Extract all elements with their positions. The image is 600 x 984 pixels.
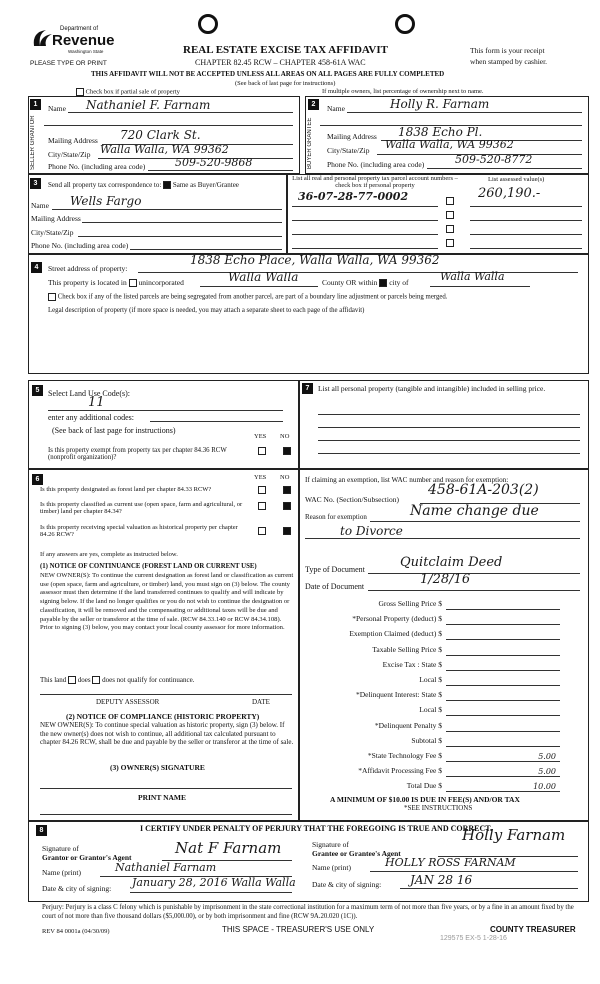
county-treasurer: COUNTY TREASURER: [490, 925, 576, 934]
corr-label: [48, 181, 239, 189]
grantor-signature: Nat F Farnam: [175, 839, 282, 857]
reason-label: Reason for exemption: [305, 513, 367, 521]
punch-hole-left: [198, 14, 218, 34]
exempt-no-header: NO: [280, 433, 290, 440]
fee-label: Subtotal $: [411, 735, 442, 745]
unincorporated-label: unincorporated: [138, 278, 184, 287]
fee-value-field[interactable]: [446, 599, 560, 610]
seller-addr-label: Mailing Address: [48, 136, 98, 145]
owner-signature-label: (3) OWNER(S) SIGNATURE: [110, 763, 205, 772]
fee-value: 10.00: [533, 782, 556, 792]
grantor-name-label: Name (print): [42, 868, 81, 877]
fee-label: *State Technology Fee $: [367, 751, 442, 760]
buyer-city: Walla Walla, WA 99362: [385, 138, 514, 151]
continuance-row: [40, 676, 194, 684]
desig-yes-header: YES: [254, 474, 267, 481]
parcel-header: List all real and personal property tax parcel account numbers – check box if personal property: [292, 175, 458, 189]
fee-row: [310, 736, 560, 748]
fee-row: [310, 645, 560, 657]
treasurer-stamp: 129575 EX-5 1-28-16: [440, 935, 507, 942]
section-7-badge: 7: [302, 383, 313, 394]
fee-value-field[interactable]: [446, 645, 560, 656]
current-use-yes-checkbox[interactable]: [258, 502, 266, 510]
parcel-number: 36-07-28-77-0002: [298, 190, 409, 203]
fee-label: Gross Selling Price $: [378, 599, 442, 608]
fee-value: 5.00: [538, 767, 556, 777]
historic-question: Is this property receiving special valuation as historical property per chapter 84.26 RCW?: [40, 524, 238, 538]
grantee-date: JAN 28 16: [410, 873, 473, 887]
corr-name: Wells Fargo: [70, 194, 142, 208]
does-not-label: does not: [102, 676, 126, 684]
grantor-date: January 28, 2016 Walla Walla: [132, 876, 296, 889]
located-label: This property is located in: [48, 278, 127, 287]
seller-name-label: Name: [48, 104, 66, 113]
personal-property-section: [298, 380, 589, 470]
multiple-owners: If multiple owners, list percentage of ownership next to name.: [322, 88, 484, 95]
this-land-label: This land: [40, 676, 67, 684]
grantor-name-print: Nathaniel Farnam: [115, 861, 217, 874]
county-label: County OR: [322, 278, 357, 287]
exempt-yes-checkbox[interactable]: [258, 447, 266, 455]
fee-value-field[interactable]: [446, 736, 560, 747]
corr-phone-label: Phone No. (including area code): [31, 241, 129, 250]
fee-value-field[interactable]: [446, 705, 560, 716]
fee-label: *Affidavit Processing Fee $: [358, 766, 442, 776]
certify-statement: I CERTIFY UNDER PENALTY OF PERJURY THAT THE FOREGOING IS TRUE AND CORRECT.: [140, 824, 493, 833]
exempt-no-checkbox[interactable]: [283, 447, 291, 455]
see-instructions: *SEE INSTRUCTIONS: [404, 804, 473, 812]
wac-number: 458-61A-203(2): [428, 482, 539, 498]
grantee-signature: Holly Farnam: [462, 826, 566, 844]
does-not-checkbox[interactable]: [92, 676, 100, 684]
city-value: Walla Walla: [440, 270, 505, 283]
buyer-city-label: City/State/Zip: [327, 146, 370, 155]
fee-value-field[interactable]: [446, 690, 560, 701]
county-row: [322, 278, 409, 287]
grantee-name-label: Name (print): [312, 863, 351, 872]
corr-addr-label: Mailing Address: [31, 214, 81, 223]
fee-row: [310, 721, 560, 733]
additional-codes-label: enter any additional codes:: [48, 413, 134, 422]
fee-label: Taxable Selling Price $: [372, 644, 442, 654]
fee-row: [310, 766, 560, 778]
wac-label: WAC No. (Section/Subsection): [305, 495, 399, 504]
county-value: Walla Walla: [228, 270, 299, 284]
current-use-question: Is this property classified as current use (open space, farm and agricultural, or timber) land per chapter 84.34?: [40, 501, 243, 515]
perjury-note: Perjury: Perjury is a class C felony which is punishable by imprisonment in the state correctional institution for a maximum term of not more than five years, or by a fine in an amount fixed by the court of not more than five thousand dollars ($5,000.00), or by both imprisonment and fine (RCW 9A.20.020 (1C)).: [42, 904, 574, 920]
grantee-name-print: HOLLY ROSS FARNAM: [385, 856, 516, 869]
grantor-date-label: Date & city of signing:: [42, 884, 112, 893]
section-8-badge: 8: [36, 825, 47, 836]
buyer-addr: 1838 Echo Pl.: [398, 125, 483, 139]
partial-sale: [76, 88, 180, 96]
logo-name: Revenue: [52, 32, 115, 49]
form-title: REAL ESTATE EXCISE TAX AFFIDAVIT: [183, 44, 388, 56]
seller-side-label: SELLER GRANTOR: [30, 115, 36, 171]
fee-label: Local $: [419, 675, 442, 684]
fee-row: [310, 660, 560, 672]
unincorporated-checkbox[interactable]: [129, 279, 137, 287]
grantee-sig-label-2: Grantee or Grantee's Agent: [312, 849, 401, 858]
does-checkbox[interactable]: [68, 676, 76, 684]
section-1-badge: 1: [30, 99, 41, 110]
legal-desc-label: Legal description of property (if more space is needed, you may attach a separate sheet to each page of the affidavit): [48, 307, 365, 314]
notice2-body: NEW OWNER(S): To continue special valuation as historic property, sign (3) below. If the new owner(s) does not wish to continue, all additional tax calculated pursuant to chapter 84.26 RCW, shall be due and payable by the seller or transferor at the time of sale.: [40, 721, 294, 746]
fee-value-field[interactable]: [446, 675, 560, 686]
buyer-name-label: Name: [327, 104, 345, 113]
same-as-buyer-checkbox[interactable]: [163, 181, 171, 189]
forest-no-checkbox[interactable]: [283, 486, 291, 494]
please-type: PLEASE TYPE OR PRINT: [30, 60, 107, 67]
fee-row: [310, 675, 560, 687]
fee-value-field[interactable]: [446, 660, 560, 671]
see-back: (See back of last page for instructions): [235, 80, 336, 87]
warning: THIS AFFIDAVIT WILL NOT BE ACCEPTED UNLESS ALL AREAS ON ALL PAGES ARE FULLY COMPLETED: [91, 70, 445, 78]
fee-label: Total Due $: [406, 781, 442, 791]
section-6-badge: 6: [32, 474, 43, 485]
logo-state: Washington State: [68, 49, 104, 54]
fee-row: [310, 705, 560, 717]
forest-yes-checkbox[interactable]: [258, 486, 266, 494]
fee-label: Excise Tax : State $: [382, 659, 442, 669]
punch-hole-right: [395, 14, 415, 34]
form-chapter: CHAPTER 82.45 RCW – CHAPTER 458-61A WAC: [195, 58, 366, 67]
parcel-checkbox-3[interactable]: [446, 225, 454, 233]
fee-row: [310, 614, 560, 626]
seller-city: Walla Walla, WA 99362: [100, 143, 229, 156]
within-city-checkbox[interactable]: [379, 279, 387, 287]
desig-no-header: NO: [280, 474, 290, 481]
forest-question: Is this property designated as forest land per chapter 84.33 RCW?: [40, 486, 212, 493]
seller-city-label: City/State/Zip: [48, 150, 91, 159]
grantee-sig-label-1: Signature of: [312, 840, 349, 849]
notice1-title: (1) NOTICE OF CONTINUANCE (FOREST LAND OR CURRENT USE): [40, 563, 257, 570]
doc-date-label: Date of Document: [305, 582, 365, 591]
doc-type-label: Type of Document: [305, 565, 365, 574]
segregated-row: [48, 293, 448, 301]
deputy-date-label: DATE: [252, 698, 270, 706]
logo-dept: Department of: [60, 26, 99, 32]
fee-value-field[interactable]: [446, 614, 560, 625]
print-name-label: PRINT NAME: [138, 793, 186, 802]
parcel-checkbox-2[interactable]: [446, 211, 454, 219]
city-of-label: city of: [389, 278, 409, 287]
if-yes-note: If any answers are yes, complete as instructed below.: [40, 551, 178, 558]
street-address: 1838 Echo Place, Walla Walla, WA 99362: [190, 253, 440, 267]
street-label: Street address of property:: [48, 264, 128, 273]
assessed-header: List assessed value(s): [488, 176, 545, 183]
corr-name-label: Name: [31, 201, 49, 210]
parcel-checkbox-4[interactable]: [446, 239, 454, 247]
does-label: does: [77, 676, 91, 684]
historic-yes-checkbox[interactable]: [258, 527, 266, 535]
receipt-line1: This form is your receipt: [470, 46, 545, 55]
fee-row: [310, 629, 560, 641]
land-use-code: 11: [88, 395, 105, 410]
fee-label: *Delinquent Interest: State $: [355, 690, 442, 700]
fee-value-field[interactable]: [446, 781, 560, 792]
fee-value: 5.00: [538, 752, 556, 761]
fee-label: *Personal Property (deduct) $: [352, 614, 442, 624]
corr-city-label: City/State/Zip: [31, 228, 74, 237]
parcel-checkbox-1[interactable]: [446, 197, 454, 205]
minimum-note: A MINIMUM OF $10.00 IS DUE IN FEE(S) AND/OR TAX: [330, 795, 520, 804]
fee-row: [310, 599, 560, 611]
doc-type: Quitclaim Deed: [400, 555, 503, 570]
personal-property-label: List all personal property (tangible and intangible) included in selling price.: [318, 384, 546, 393]
exemption-label: If claiming an exemption, list WAC number and reason for exemption:: [305, 476, 509, 484]
seller-addr: 720 Clark St.: [120, 128, 201, 142]
seller-phone: 509-520-9868: [175, 156, 253, 169]
segregated-label: Check box if any of the listed parcels are being segregated from another parcel, are part of a boundary line adjustment or parcels being merged.: [57, 293, 448, 301]
treasurer-use: THIS SPACE - TREASURER'S USE ONLY: [222, 925, 375, 934]
receipt-line2: when stamped by cashier.: [470, 57, 548, 66]
land-use-label: Select Land Use Code(s):: [48, 389, 130, 398]
section-4-badge: 4: [31, 262, 42, 273]
corr-label-text: Send all property tax correspondence to:: [48, 181, 162, 189]
fee-row: [310, 690, 560, 702]
historic-no-checkbox[interactable]: [283, 527, 291, 535]
notice2-title: (2) NOTICE OF COMPLIANCE (HISTORIC PROPERTY): [66, 712, 260, 721]
fee-label: Exemption Claimed (deduct) $: [349, 629, 442, 639]
seller-name: Nathaniel F. Farnam: [86, 98, 211, 112]
fee-value-field[interactable]: [446, 629, 560, 640]
grantor-sig-label-1: Signature of: [42, 844, 79, 853]
reason-line2: to Divorce: [340, 524, 403, 538]
section-5-badge: 5: [32, 385, 43, 396]
buyer-addr-label: Mailing Address: [327, 132, 377, 141]
exempt-question: Is this property exempt from property tax per chapter 84.36 RCW (nonprofit organization)?: [48, 447, 227, 461]
exempt-yes-header: YES: [254, 433, 267, 440]
located-row: [48, 278, 184, 287]
qualify-label: qualify for continuance.: [127, 676, 195, 684]
same-as-buyer-label: Same as Buyer/Grantee: [172, 181, 239, 189]
fee-value-field[interactable]: [446, 766, 560, 777]
fee-label: *Delinquent Penalty $: [374, 720, 442, 730]
partial-sale-checkbox[interactable]: [76, 88, 84, 96]
doc-date: 1/28/16: [420, 572, 471, 587]
assessed-value: 260,190.-: [478, 186, 541, 201]
fee-row: [310, 781, 560, 793]
segregated-checkbox[interactable]: [48, 293, 56, 301]
seller-phone-label: Phone No. (including area code): [48, 162, 146, 171]
grantee-date-label: Date & city of signing:: [312, 880, 382, 889]
current-use-no-checkbox[interactable]: [283, 502, 291, 510]
grantor-sig-label: [42, 844, 132, 862]
grantor-sig-label-2: Grantor or Grantor's Agent: [42, 853, 132, 862]
section-2-badge: 2: [308, 99, 319, 110]
land-use-see-back: (See back of last page for instructions): [52, 426, 176, 435]
buyer-phone-label: Phone No. (including area code): [327, 160, 425, 169]
fee-value-field[interactable]: [446, 721, 560, 732]
partial-sale-label: Check box if partial sale of property: [85, 88, 180, 96]
fee-row: [310, 751, 560, 763]
deputy-assessor-label: DEPUTY ASSESSOR: [96, 698, 160, 706]
section-3-badge: 3: [30, 178, 41, 189]
notice1-body: NEW OWNER(S): To continue the current designation as forest land or classification as current use (open space, farm and agriculture, or timber) land, you must sign on (3) below. The county assessor must then determine if the land transferred continues to qualify and will indicate by signing below. If the land no longer qualifies or you do not wish to continue the designation or classification, it will be removed and the compensating or additional taxes will be due and payable by the seller or transferor at the time of sale. (RCW 84.33.140 or RCW 84.34.108). Prior to signing (3) below, you may contact your local county assessor for more information.: [40, 572, 294, 632]
buyer-name: Holly R. Farnam: [390, 97, 490, 111]
buyer-phone: 509-520-8772: [455, 153, 533, 166]
fee-value-field[interactable]: [446, 751, 560, 762]
reason-line1: Name change due: [410, 503, 539, 519]
within-label: within: [358, 278, 378, 287]
form-rev: REV 84 0001a (04/30/09): [42, 928, 110, 935]
buyer-side-label: BUYER GRANTEE: [307, 117, 313, 169]
fee-label: Local $: [419, 705, 442, 715]
